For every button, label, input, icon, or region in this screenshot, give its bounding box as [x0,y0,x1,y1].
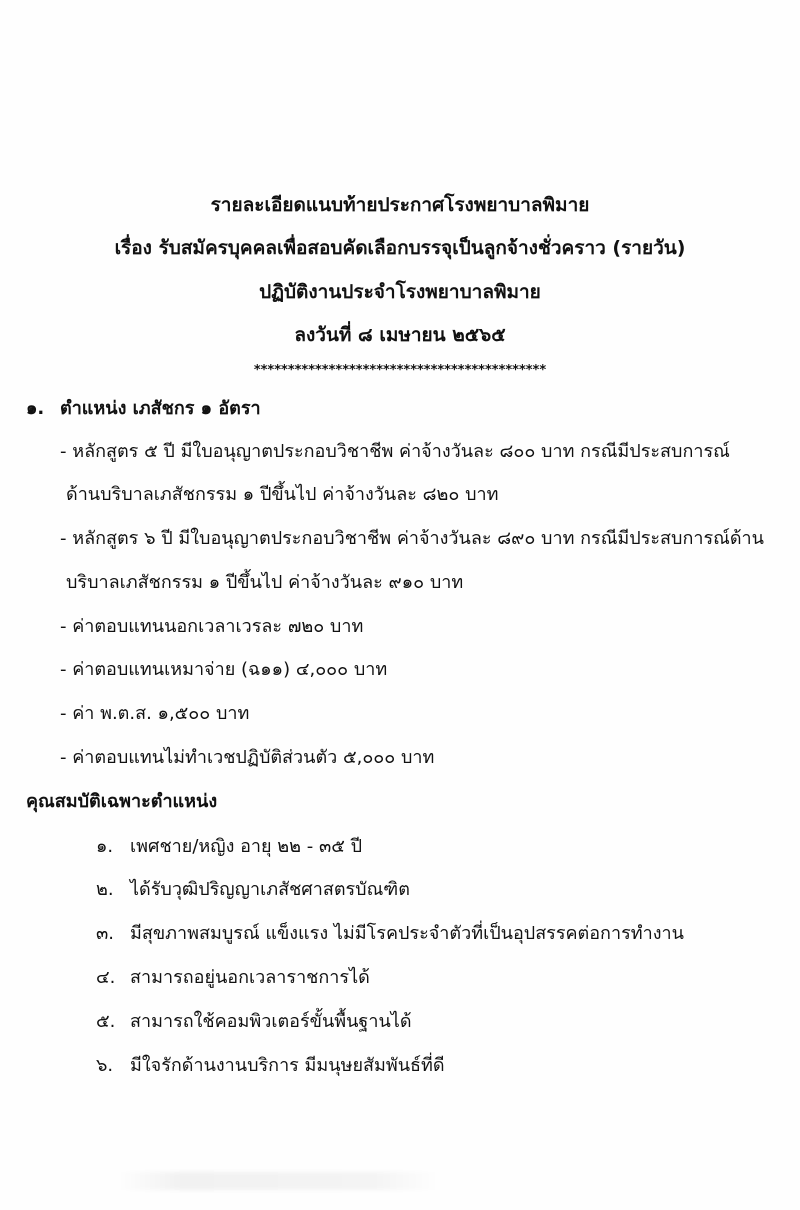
qualification-number: ๒. [96,879,114,900]
qualification-number: ๖. [96,1055,114,1076]
position-number: ๑. [26,398,45,419]
detail-line: บริบาลเภสัชกรรม ๑ ปีขึ้นไป ค่าจ้างวันละ ๙๑๐ บาท [66,572,464,593]
qualification-item [96,878,410,902]
qualification-item [96,1054,445,1078]
detail-line: - ค่าตอบแทนไม่ทำเวชปฏิบัติส่วนตัว ๕,๐๐๐ บาท [60,747,435,768]
detail-line: - หลักสูตร ๕ ปี มีใบอนุญาตประกอบวิชาชีพ ค่าจ้างวันละ ๘๐๐ บาท กรณีมีประสบการณ์ [60,441,730,462]
detail-line: - ค่า พ.ต.ส. ๑,๕๐๐ บาท [60,703,250,724]
qualification-text: สามารถใช้คอมพิวเตอร์ขั้นพื้นฐานได้ [130,1011,412,1032]
position-heading [26,397,261,421]
qualification-number: ๓. [96,923,115,944]
qualifications-heading: คุณสมบัติเฉพาะตำแหน่ง [26,791,218,812]
qualification-item [96,1010,412,1034]
detail-line: - ค่าตอบแทนนอกเวลาเวรละ ๗๒๐ บาท [60,616,364,637]
qualification-text: ได้รับวุฒิปริญญาเภสัชศาสตรบัณฑิต [130,879,410,900]
qualification-number: ๑. [96,836,114,857]
qualification-text: มีใจรักด้านงานบริการ มีมนุษยสัมพันธ์ที่ดี [130,1055,445,1076]
detail-line: ด้านบริบาลเภสัชกรรม ๑ ปีขึ้นไป ค่าจ้างวันละ ๘๒๐ บาท [66,484,499,505]
qualification-number: ๔. [96,967,116,988]
detail-line: - หลักสูตร ๖ ปี มีใบอนุญาตประกอบวิชาชีพ ค่าจ้างวันละ ๘๙๐ บาท กรณีมีประสบการณ์ด้าน [60,528,764,549]
qualification-text: มีสุขภาพสมบูรณ์ แข็งแรง ไม่มีโรคประจำตัวที่เป็นอุปสรรคต่อการทำงาน [130,923,684,944]
bleed-through-smudge [118,1172,438,1190]
detail-line: - ค่าตอบแทนเหมาจ่าย (ฉ๑๑) ๔,๐๐๐ บาท [60,659,388,680]
qualification-text: เพศชาย/หญิง อายุ ๒๒ - ๓๕ ปี [130,836,363,857]
document-title: รายละเอียดแนบท้ายประกาศโรงพยาบาลพิมาย [210,194,590,216]
qualification-text: สามารถอยู่นอกเวลาราชการได้ [130,967,370,988]
qualification-item [96,835,362,859]
separator-line: ******************************************* [253,363,547,378]
document-workplace: ปฏิบัติงานประจำโรงพยาบาลพิมาย [259,281,541,303]
qualification-item [96,922,684,946]
qualification-item [96,966,370,990]
position-title: ตำแหน่ง เภสัชกร ๑ อัตรา [60,398,261,419]
document-subject: เรื่อง รับสมัครบุคคลเพื่อสอบคัดเลือกบรรจุเป็นลูกจ้างชั่วคราว (รายวัน) [114,237,686,259]
qualification-number: ๕. [96,1011,116,1032]
document-date: ลงวันที่ ๘ เมษายน ๒๕๖๕ [294,324,506,346]
